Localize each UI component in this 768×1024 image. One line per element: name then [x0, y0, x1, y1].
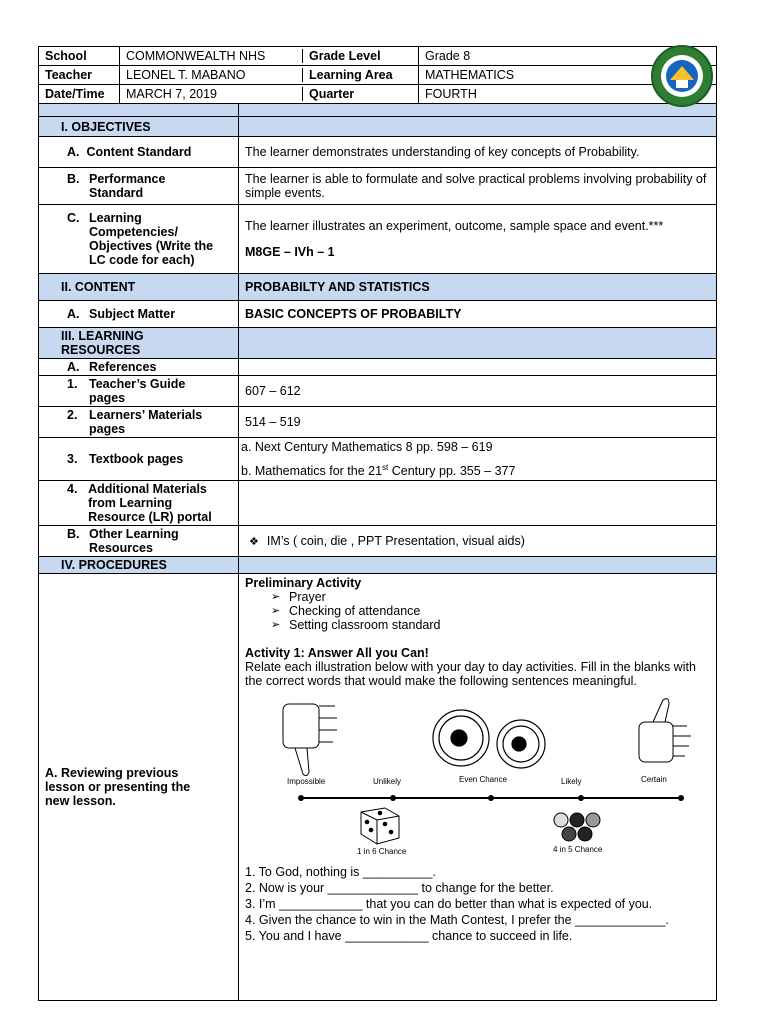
probability-scale-illustration [281, 696, 711, 856]
content-standard-label: Content Standard [86, 145, 192, 159]
question-item: 1. To God, nothing is __________. [245, 865, 436, 879]
subject-matter-row: A. Subject Matter BASIC CONCEPTS OF PROBABILTY [39, 301, 717, 328]
activity-text: Relate each illustration below with your day to day activities. Fill in the blanks with the correct words that would make the following sentences meaningful. [245, 660, 696, 688]
quarter-label: Quarter [302, 87, 412, 101]
learners-materials-row: 2. Learners’ Materials pages 514 – 519 [39, 407, 717, 438]
header-row-teacher [39, 66, 717, 85]
additional-materials-row: 4. Additional Materials from Learning Resource (LR) portal [39, 481, 717, 526]
content-standard-value: The learner demonstrates understanding of key concepts of Probability. [239, 137, 717, 168]
teacher-label: Teacher [39, 66, 120, 85]
diamond-bullet-icon: ❖ [249, 534, 259, 548]
procedures-title: IV. PROCEDURES [39, 557, 239, 574]
textbook-b: b. Mathematics for the 21st Century pp. 355 – 377 [241, 462, 516, 479]
scale-label: Unlikely [373, 777, 402, 786]
content-title-value: PROBABILTY AND STATISTICS [239, 274, 717, 301]
area-value: MATHEMATICS [419, 66, 717, 85]
teachers-guide-row: 1. Teacher’s Guide pages 607 – 612 [39, 376, 717, 407]
learners-materials-label: Learners’ Materials pages [89, 408, 203, 436]
content-title: II. CONTENT [39, 274, 239, 301]
thumbs-up-icon [639, 699, 691, 762]
review-row [39, 574, 717, 1001]
review-label: A. Reviewing previous lesson or presenting the new lesson. [45, 766, 191, 808]
subject-matter-value: BASIC CONCEPTS OF PROBABILTY [239, 301, 717, 328]
competencies-label: Learning Competencies/ Objectives (Write the LC code for each) [89, 211, 214, 267]
teachers-guide-label: Teacher’s Guide pages [89, 377, 186, 405]
date-value: MARCH 7, 2019 [126, 87, 218, 101]
question-item: 4. Given the chance to win in the Math Contest, I prefer the _____________. [245, 913, 669, 927]
textbook-row: 3. Textbook pages a. Next Century Mathematics 8 pp. 598 – 619 b. Mathematics for the 21st Century pp. 355 – 377 [39, 438, 717, 481]
scale-label: Certain [641, 775, 667, 784]
coin-icon [433, 710, 545, 768]
question-item: 5. You and I have ____________ chance to succeed in life. [245, 929, 573, 943]
objectives-title: I. OBJECTIVES [39, 117, 239, 137]
performance-standard-label: Performance Standard [89, 172, 166, 200]
scale-label: Even Chance [459, 775, 508, 784]
scale-label: Likely [561, 777, 582, 786]
lc-code: M8GE – IVh – 1 [245, 245, 335, 259]
performance-standard-value: The learner is able to formulate and solve practical problems involving probability of simple events. [239, 168, 717, 205]
teachers-guide-value: 607 – 612 [239, 376, 717, 407]
references-row: A. References [39, 359, 717, 376]
header-row-date [39, 85, 717, 104]
question-item: 3. I’m ____________ that you can do better than what is expected of you. [245, 897, 653, 911]
grade-value: Grade 8 [419, 47, 717, 66]
list-item: ➢ Checking of attendance [271, 604, 710, 618]
other-resources-value: IM’s ( coin, die , PPT Presentation, visual aids) [266, 533, 525, 548]
content-standard-row: A. Content Standard The learner demonstrates understanding of key concepts of Probability. [39, 137, 717, 168]
objectives-section [39, 117, 717, 137]
header-divider [39, 104, 717, 117]
list-item: ➢ Setting classroom standard [271, 618, 710, 632]
resources-section [39, 328, 717, 359]
balls-label: 4 in 5 Chance [553, 845, 603, 854]
header-row-school [39, 47, 717, 66]
content-section [39, 274, 717, 301]
die-label: 1 in 6 Chance [357, 847, 407, 856]
resources-title: III. LEARNING RESOURCES [61, 329, 144, 357]
additional-materials-label: Additional Materials from Learning Resource (LR) portal [88, 482, 212, 524]
competencies-row: C. Learning Competencies/ Objectives (Write the LC code for each) The learner illustrates an experiment, outcome, sample space and event.*** M8GE – IVh – 1 [39, 205, 717, 274]
quarter-value: FOURTH [419, 85, 717, 104]
procedures-section [39, 557, 717, 574]
learners-materials-value: 514 – 519 [239, 407, 717, 438]
competencies-value: The learner illustrates an experiment, outcome, sample space and event.*** [245, 219, 664, 233]
prelim-list [245, 590, 710, 632]
area-label: Learning Area [302, 68, 412, 82]
subject-matter-label: Subject Matter [89, 307, 176, 321]
date-label: Date/Time [39, 85, 120, 104]
thumbs-down-icon [283, 704, 337, 776]
textbook-label: Textbook pages [89, 452, 184, 466]
textbook-a: a. Next Century Mathematics 8 pp. 598 – 619 [241, 439, 493, 454]
other-resources-row: B. Other Learning Resources ❖ IM’s ( coin, die , PPT Presentation, visual aids) [39, 526, 717, 557]
list-item: ➢ Prayer [271, 590, 710, 604]
school-value: COMMONWEALTH NHS [126, 49, 266, 63]
lesson-plan-table [38, 46, 717, 1001]
references-label: References [89, 360, 157, 374]
performance-standard-row: B. Performance Standard The learner is able to formulate and solve practical problems involving probability of simple events. [39, 168, 717, 205]
grade-label: Grade Level [302, 49, 412, 63]
school-label: School [39, 47, 120, 66]
other-resources-label: Other Learning Resources [89, 527, 179, 555]
prelim-title: Preliminary Activity [245, 576, 362, 590]
lesson-plan [38, 46, 716, 1001]
scale-label: Impossible [287, 777, 326, 786]
activity-title: Activity 1: Answer All you Can! [245, 646, 429, 660]
school-seal-icon [650, 44, 714, 108]
teacher-value: LEONEL T. MABANO [126, 68, 246, 82]
question-item: 2. Now is your _____________ to change for the better. [245, 881, 554, 895]
balls-icon [554, 813, 600, 841]
die-icon [361, 808, 399, 844]
